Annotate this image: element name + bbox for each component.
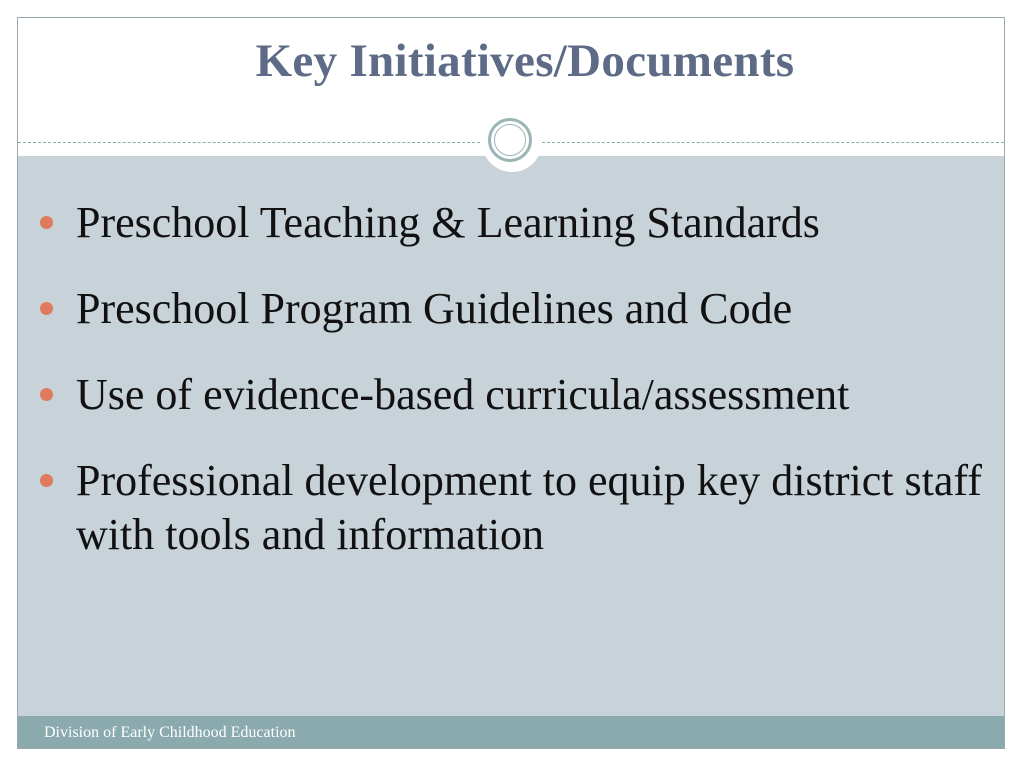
bullet-dot-icon <box>40 388 53 401</box>
bullet-dot-icon <box>40 302 53 315</box>
bullet-list <box>18 196 1004 594</box>
bullet-text: Use of evidence-based curricula/assessment <box>76 370 850 419</box>
bullet-text: Preschool Teaching & Learning Standards <box>76 198 820 247</box>
slide <box>17 17 1005 749</box>
bullet-item <box>18 282 1004 336</box>
slide-title: Key Initiatives/Documents <box>255 35 795 87</box>
bullet-dot-icon <box>40 474 53 487</box>
bullet-item <box>18 196 1004 250</box>
bullet-dot-icon <box>40 216 53 229</box>
bullet-item <box>18 368 1004 422</box>
bullet-text: Preschool Program Guidelines and Code <box>76 284 793 333</box>
footer-bar <box>18 716 1004 749</box>
circle-ornament-inner <box>494 124 526 156</box>
footer-text: Division of Early Childhood Education <box>44 724 296 741</box>
bullet-item <box>18 454 1004 562</box>
bullet-text: Professional development to equip key district staff with tools and information <box>76 456 982 559</box>
